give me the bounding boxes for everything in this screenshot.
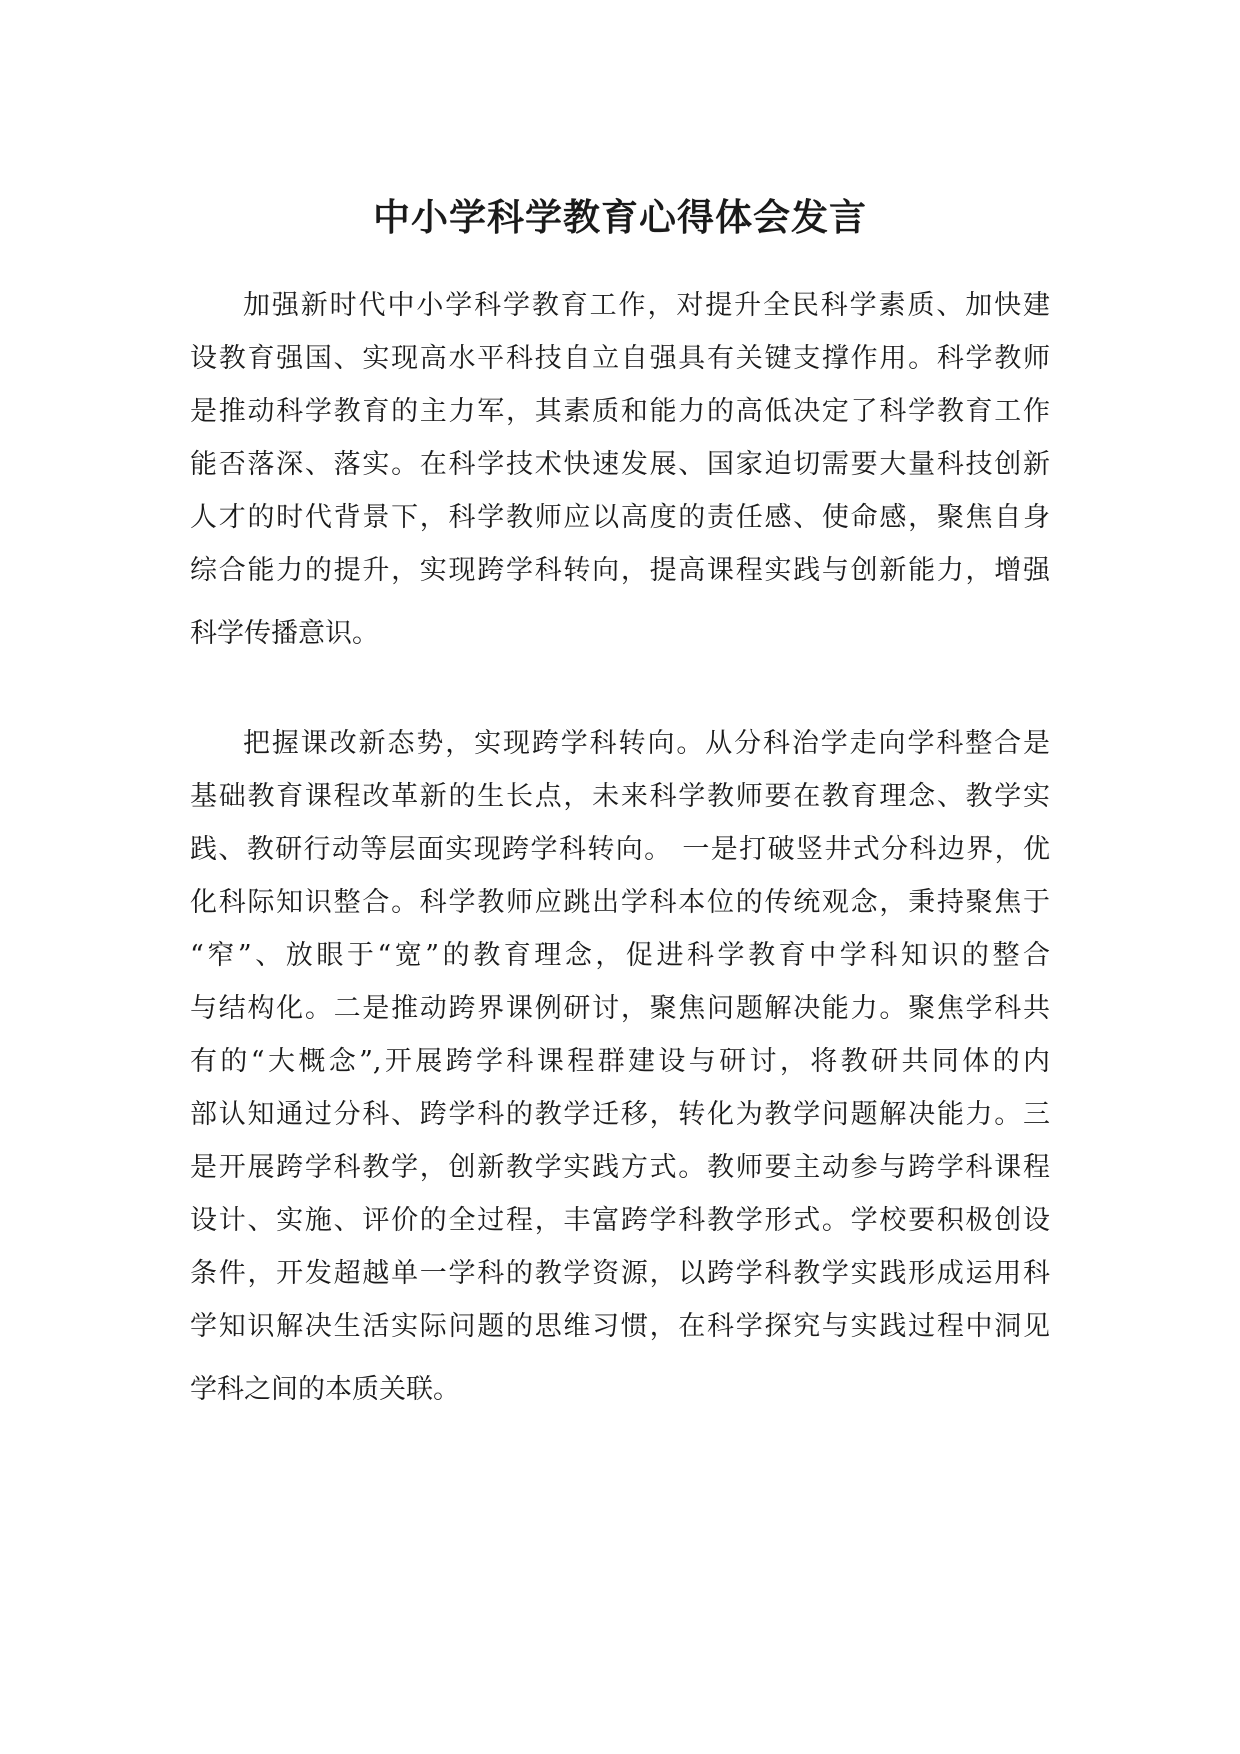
paragraph-1-line-4: 能否落深、落实。在科学技术快速发展、国家迫切需要大量科技创新 xyxy=(190,449,1050,480)
paragraph-2-line-4: 化科际知识整合。科学教师应跳出学科本位的传统观念，秉持聚焦于 xyxy=(190,887,1050,918)
paragraph-1-line-5: 人才的时代背景下，科学教师应以高度的责任感、使命感，聚焦自身 xyxy=(190,502,1050,533)
paragraph-2-line-9: 是开展跨学科教学，创新教学实践方式。教师要主动参与跨学科课程 xyxy=(190,1152,1050,1183)
paragraph-1-line-3: 是推动科学教育的主力军，其素质和能力的高低决定了科学教育工作 xyxy=(190,396,1050,427)
paragraph-2-line-12: 学知识解决生活实际问题的思维习惯，在科学探究与实践过程中洞见 xyxy=(190,1311,1050,1342)
document-title: 中小学科学教育心得体会发言 xyxy=(373,195,867,239)
paragraph-2-line-10: 设计、实施、评价的全过程，丰富跨学科教学形式。学校要积极创设 xyxy=(190,1205,1050,1236)
paragraph-2-line-6: 与结构化。二是推动跨界课例研讨，聚焦问题解决能力。聚焦学科共 xyxy=(190,993,1050,1024)
paragraph-2-line-7: 有的“大概念”,开展跨学科课程群建设与研讨，将教研共同体的内 xyxy=(190,1046,1050,1077)
paragraph-1-line-2: 设教育强国、实现高水平科技自立自强具有关键支撑作用。科学教师 xyxy=(190,343,1050,374)
paragraph-2-line-2: 基础教育课程改革新的生长点，未来科学教师要在教育理念、教学实 xyxy=(190,781,1050,812)
paragraph-1-line-6: 综合能力的提升，实现跨学科转向，提高课程实践与创新能力，增强 xyxy=(190,555,1050,586)
paragraph-1-line-7: 科学传播意识。 xyxy=(190,618,379,649)
paragraph-2-line-5: “窄”、放眼于“宽”的教育理念，促进科学教育中学科知识的整合 xyxy=(190,940,1050,971)
paragraph-2-line-3: 践、教研行动等层面实现跨学科转向。 一是打破竖井式分科边界，优 xyxy=(190,834,1050,865)
paragraph-2-line-11: 条件，开发超越单一学科的教学资源，以跨学科教学实践形成运用科 xyxy=(190,1258,1050,1289)
paragraph-1-line-1: 加强新时代中小学科学教育工作，对提升全民科学素质、加快建 xyxy=(243,290,1050,321)
paragraph-2-line-1: 把握课改新态势，实现跨学科转向。从分科治学走向学科整合是 xyxy=(243,728,1050,759)
paragraph-2-line-13: 学科之间的本质关联。 xyxy=(190,1374,460,1405)
paragraph-2-line-8: 部认知通过分科、跨学科的教学迁移，转化为教学问题解决能力。三 xyxy=(190,1099,1050,1130)
